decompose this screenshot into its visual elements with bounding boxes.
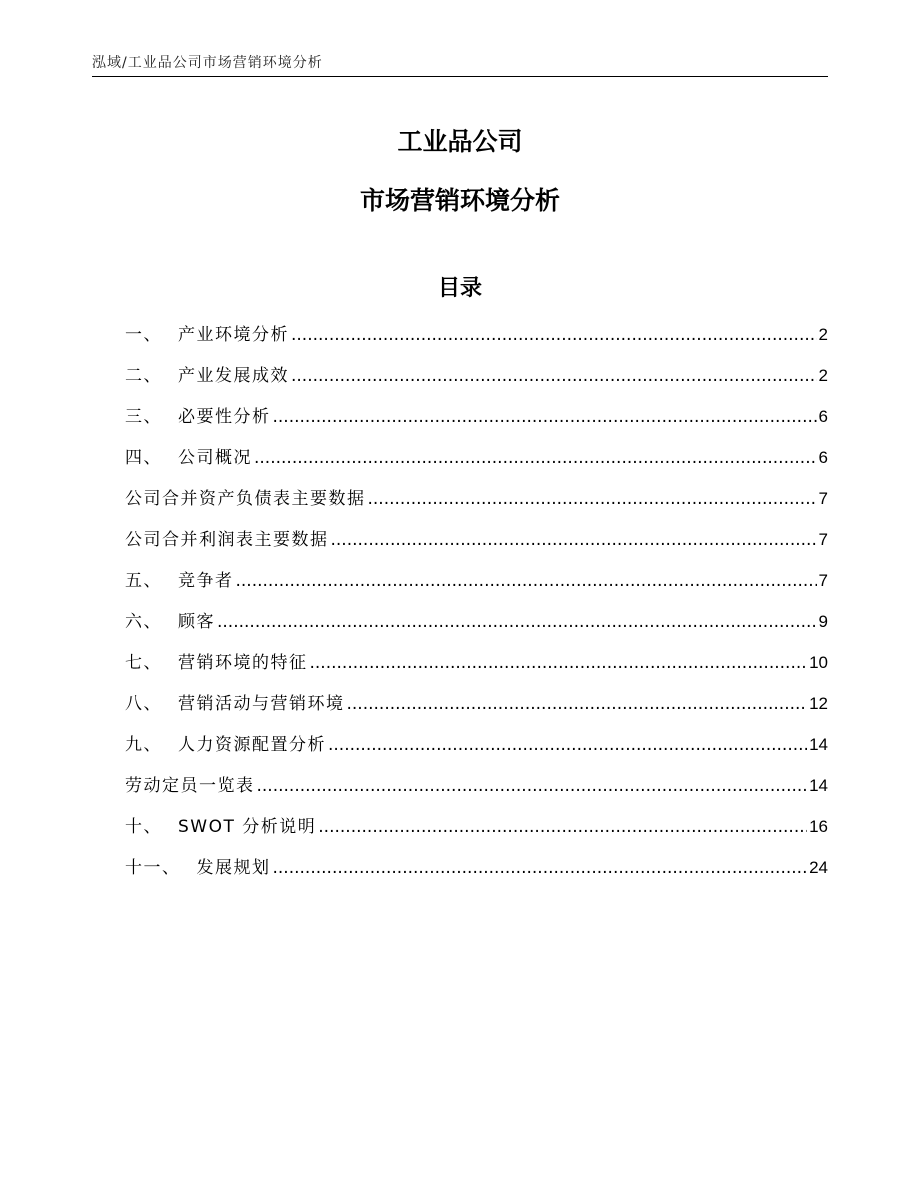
toc-entry-page-number: 14	[809, 735, 828, 754]
document-title-line-2: 市场营销环境分析	[359, 186, 560, 215]
toc-entry[interactable]	[125, 525, 828, 566]
toc-entry[interactable]	[125, 484, 828, 525]
toc-entry-page-number: 10	[809, 653, 828, 672]
toc-entry-page-number: 14	[809, 776, 828, 795]
toc-entry-label: 营销活动与营销环境	[178, 694, 345, 714]
toc-entry-label: 公司合并资产负债表主要数据	[125, 489, 366, 509]
toc-entry-page-number: 6	[818, 407, 828, 426]
toc-dot-leader	[257, 776, 808, 796]
toc-entry-page-number: 2	[818, 366, 828, 385]
toc-dot-leader	[291, 325, 817, 345]
toc-entry[interactable]	[125, 320, 828, 361]
toc-dot-leader	[347, 694, 808, 714]
toc-entry-number: 一、	[125, 325, 162, 345]
toc-dot-leader	[368, 489, 817, 509]
toc-entry-number: 三、	[125, 407, 162, 427]
toc-entry-label: 发展规划	[196, 858, 271, 878]
toc-entry-label: 劳动定员一览表	[125, 776, 255, 796]
toc-entry-page-number: 7	[818, 489, 828, 508]
toc-entry[interactable]	[125, 607, 828, 648]
toc-entry-page-number: 7	[818, 571, 828, 590]
toc-entry-number: 七、	[125, 653, 162, 673]
toc-entry-page-number: 24	[809, 858, 828, 877]
toc-entry-label: SWOT 分析说明	[178, 817, 317, 837]
toc-entry-label: 人力资源配置分析	[178, 735, 326, 755]
toc-dot-leader	[318, 817, 807, 837]
toc-entry[interactable]	[125, 648, 828, 689]
toc-entry-number: 十、	[125, 817, 162, 837]
toc-entry[interactable]	[125, 771, 828, 812]
toc-entry-page-number: 16	[809, 817, 828, 836]
toc-dot-leader	[254, 448, 817, 468]
toc-entry-label: 竞争者	[178, 571, 234, 591]
toc-entry-label: 公司合并利润表主要数据	[125, 530, 329, 550]
toc-entry-page-number: 7	[818, 530, 828, 549]
toc-entry[interactable]	[125, 566, 828, 607]
toc-dot-leader	[331, 530, 817, 550]
document-title-line-1: 工业品公司	[397, 127, 523, 156]
toc-entry[interactable]	[125, 689, 828, 730]
toc-entry-label: 必要性分析	[178, 407, 271, 427]
toc-entry-number: 十一、	[125, 858, 181, 878]
toc-dot-leader	[291, 366, 817, 386]
toc-dot-leader	[236, 571, 817, 591]
toc-heading: 目录	[437, 276, 482, 301]
toc-entry-label: 产业环境分析	[178, 325, 289, 345]
toc-entry-page-number: 12	[809, 694, 828, 713]
toc-entry-page-number: 9	[818, 612, 828, 631]
toc-entry[interactable]	[125, 853, 828, 894]
toc-entry-label: 顾客	[178, 612, 215, 632]
toc-entry-number: 四、	[125, 448, 162, 468]
header-rule	[92, 76, 828, 77]
toc-entry-label: 产业发展成效	[178, 366, 289, 386]
toc-entry[interactable]	[125, 730, 828, 771]
toc-entry[interactable]	[125, 443, 828, 484]
toc-entry-number: 八、	[125, 694, 162, 714]
toc-entry-number: 九、	[125, 735, 162, 755]
toc-dot-leader	[328, 735, 807, 755]
toc-entry-label: 营销环境的特征	[178, 653, 308, 673]
running-header: 泓域/工业品公司市场营销环境分析	[92, 55, 323, 71]
toc-dot-leader	[273, 407, 817, 427]
toc-entry[interactable]	[125, 402, 828, 443]
toc-entry-page-number: 2	[818, 325, 828, 344]
toc-entry[interactable]	[125, 812, 828, 853]
toc-entry-number: 二、	[125, 366, 162, 386]
toc-entry-page-number: 6	[818, 448, 828, 467]
toc-entry-label: 公司概况	[178, 448, 252, 468]
table-of-contents	[125, 320, 828, 894]
toc-dot-leader	[217, 612, 817, 632]
toc-entry-number: 六、	[125, 612, 162, 632]
toc-entry-number: 五、	[125, 571, 162, 591]
toc-dot-leader	[310, 653, 808, 673]
toc-dot-leader	[273, 858, 808, 878]
toc-entry[interactable]	[125, 361, 828, 402]
